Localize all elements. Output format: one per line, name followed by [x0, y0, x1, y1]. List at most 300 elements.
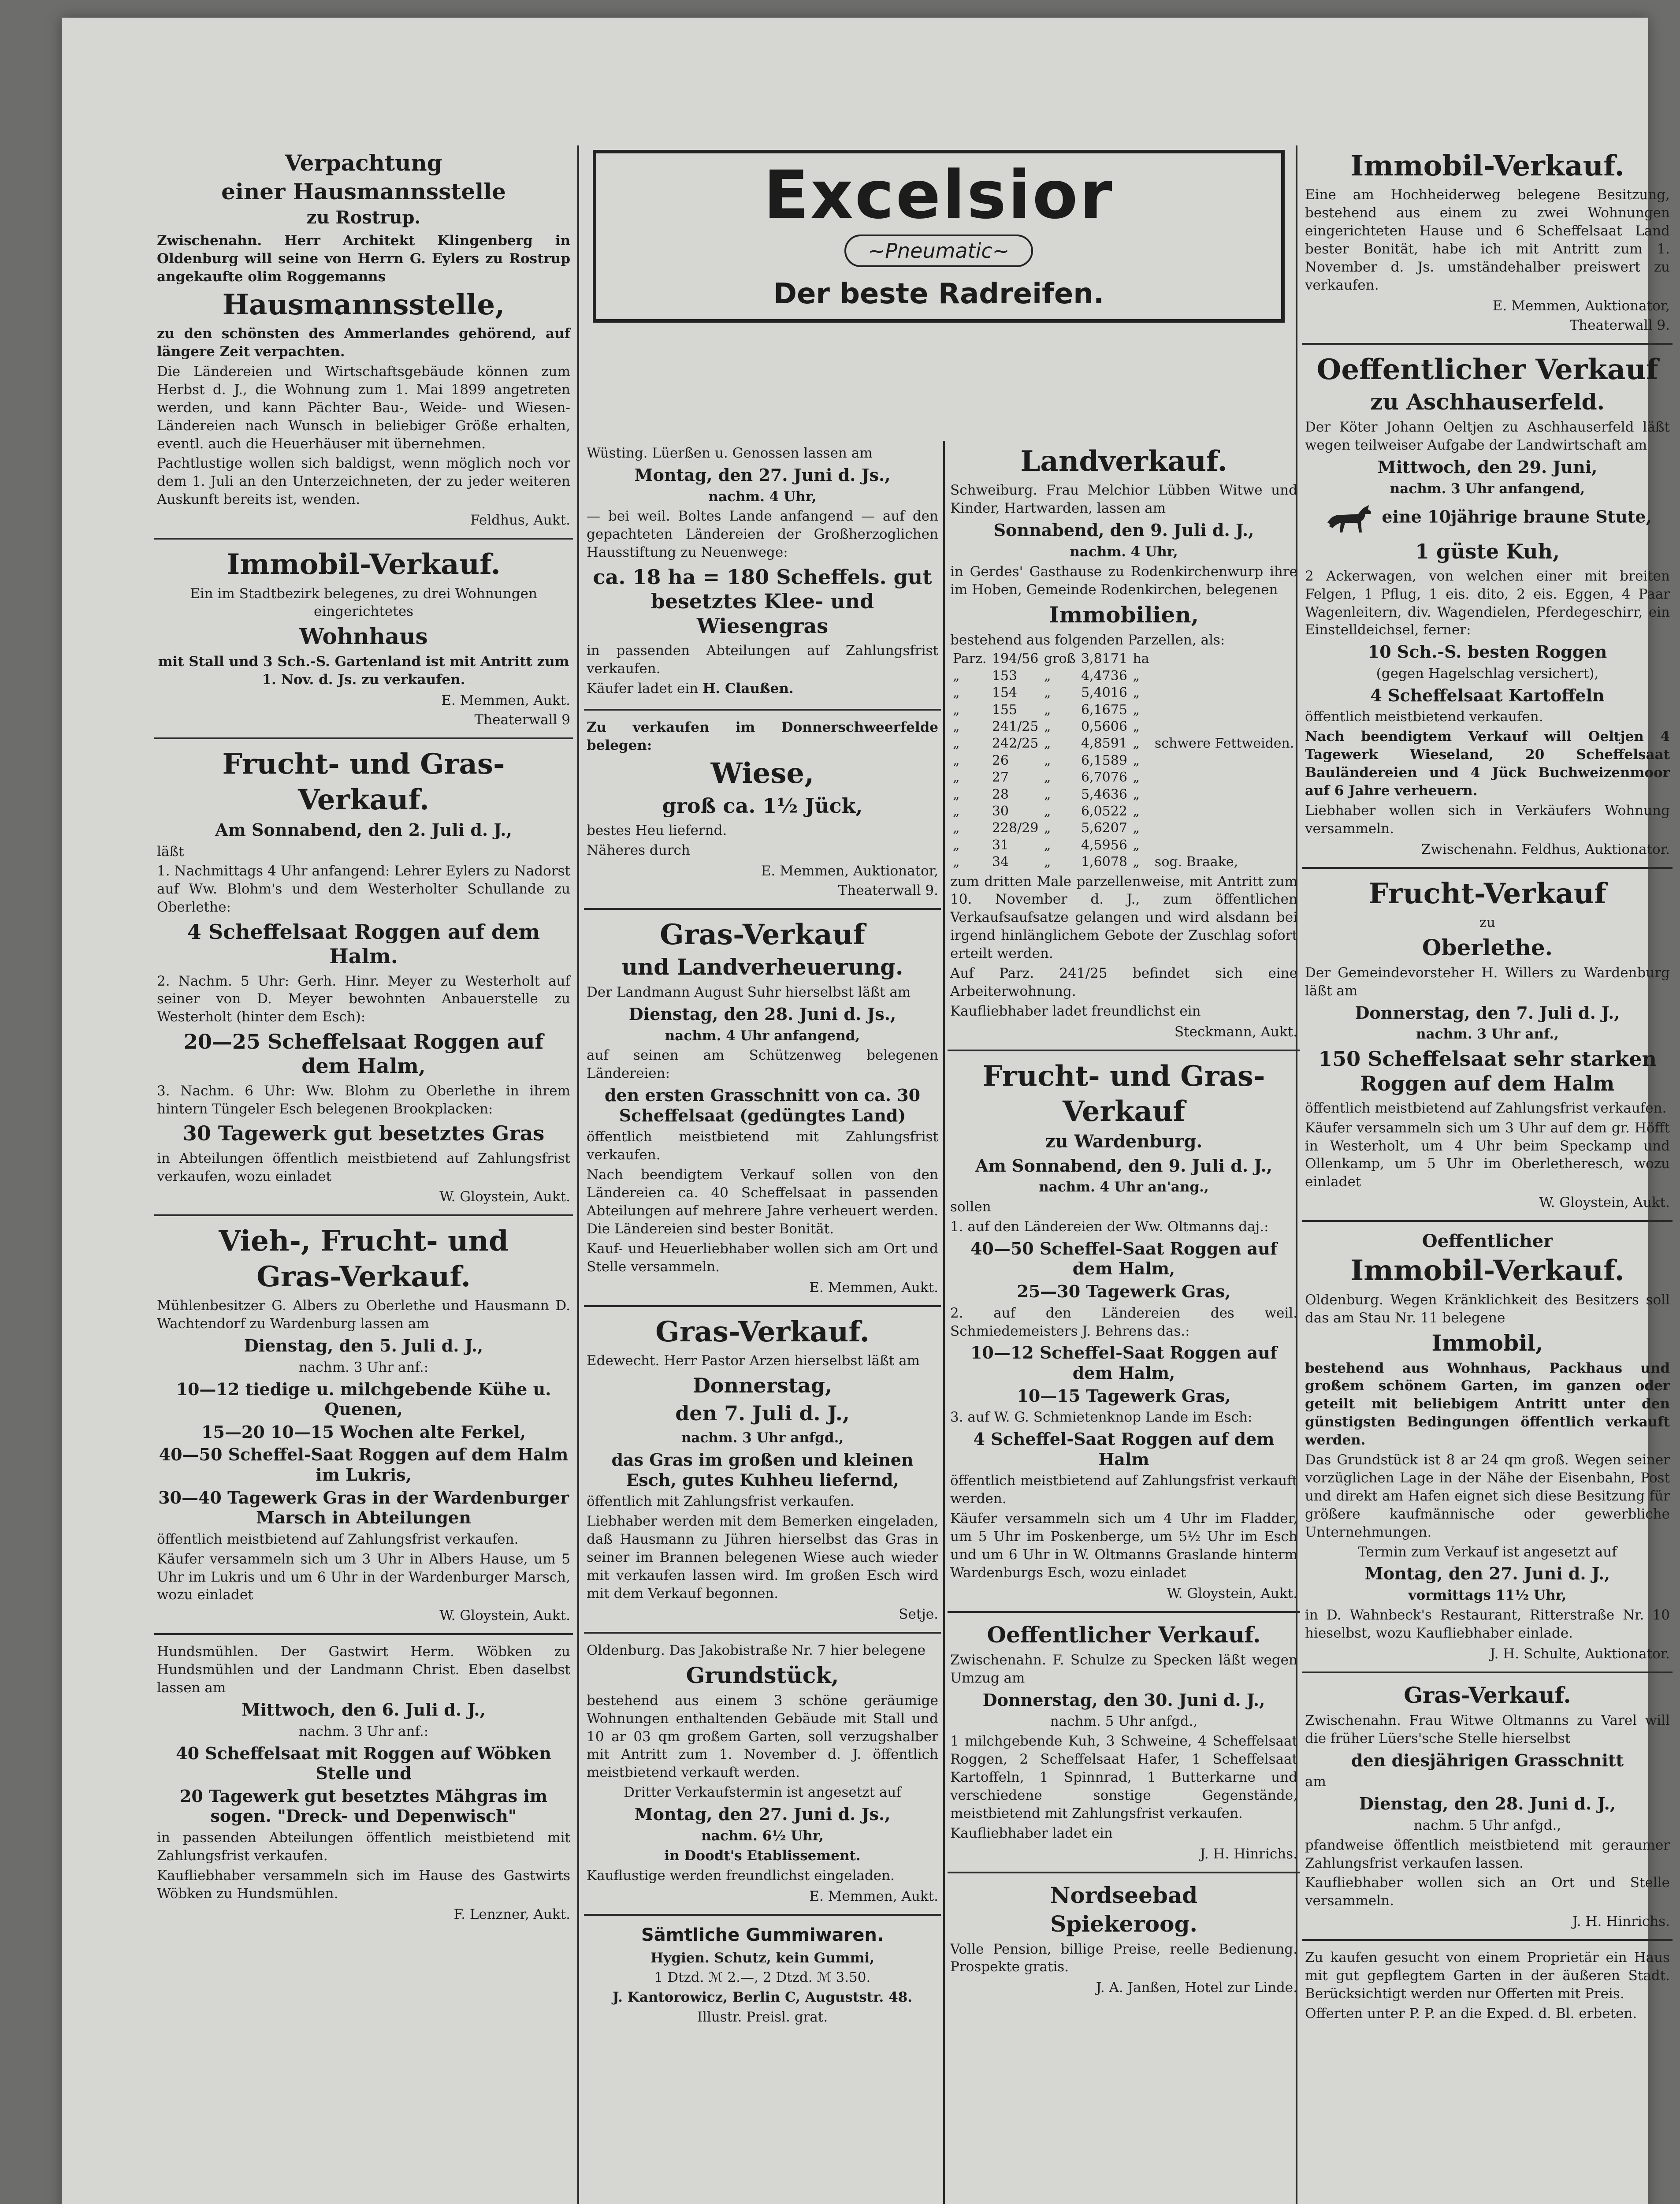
ad-date: Montag, den 27. Juni d. J.,	[1364, 1564, 1610, 1584]
ad-text: Käufer versammeln sich um 3 Uhr in Albers Hause, um 5 Uhr im Lukris und um 6 Uhr in der Wardenburger Marsch, wozu einladet	[157, 1551, 570, 1603]
ad-date: Donnerstag, den 30. Juni d. J.,	[982, 1690, 1265, 1710]
parcel-cell: „	[1044, 786, 1051, 802]
parcel-cell: „	[1133, 668, 1140, 684]
ad-date: Montag, den 27. Juni d. Js.,	[634, 465, 891, 485]
parcel-cell: 4,8591	[1081, 736, 1127, 752]
ad-text: Mühlenbesitzer G. Albers zu Oberlethe und Hausmann D. Wachtendorf zu Wardenburg lassen am	[157, 1298, 570, 1332]
ad-signature: J. H. Hinrichs.	[1572, 1914, 1670, 1930]
ad-frucht-gras-wardenburg	[948, 1051, 1300, 1613]
parcel-cell: 6,0522	[1081, 803, 1127, 819]
parcel-row	[950, 735, 1297, 752]
excelsior-banner: ~Pneumatic~	[844, 235, 1033, 267]
ad-item: 10—12 tiedige u. milchgebende Kühe u. Quenen,	[176, 1379, 551, 1419]
ad-wusting	[584, 436, 941, 711]
ad-text: Das Grundstück ist 8 ar 24 qm groß. Wegen seiner vorzüglichen Lage in der Nähe der Eisenbahn, Post und direkt am Hafen eignet sich diese Besitzung für größere kaufmännische oder gewerbliche Unternehmungen.	[1305, 1452, 1670, 1540]
ad-item: 1 güste Kuh,	[1415, 539, 1560, 563]
ad-subtitle: Oberlethe.	[1422, 934, 1553, 961]
ad-text: Die Ländereien und Wirtschaftsgebäude können zum Herbst d. J., die Wohnung zum 1. Mai 1899 angetreten werden, und kann Pächter Bau-, Weide- und Wiesen-Ländereien nach Wunsch in beliebiger Größe erhalten, eventl. auch die Heuerhäuser mit übernehmen.	[157, 363, 570, 452]
parcel-row	[950, 752, 1297, 769]
parcel-row	[950, 668, 1297, 685]
parcel-cell: 30	[992, 803, 1009, 819]
ad-title: Nordseebad	[1050, 1882, 1198, 1908]
ad-signature: W. Gloystein, Aukt.	[1539, 1195, 1670, 1211]
ad-text: Kaufliebhaber ladet freundlichst ein	[950, 1003, 1201, 1019]
parcel-cell: „	[1133, 685, 1140, 701]
parcel-row	[950, 685, 1297, 701]
parcel-cell: „	[1133, 736, 1140, 752]
column-4	[1302, 141, 1673, 2204]
ad-text: in Abteilungen öffentlich meistbietend auf Zahlungsfrist verkaufen, wozu einladet	[157, 1150, 570, 1184]
ad-text: bestehend aus Wohnhaus, Packhaus und großem schönem Garten, im ganzen oder geteilt mit beliebigem Antritt unter den günstigsten Bedingungen öffentlich verkauft werden.	[1305, 1360, 1670, 1448]
ad-item: 40 Scheffelsaat mit Roggen auf Wöbken Stelle und	[176, 1743, 551, 1783]
ad-signature: F. Lenzner, Aukt.	[453, 1906, 570, 1922]
ad-signature: Theaterwall 9	[474, 712, 570, 728]
ad-text: 3. Nachm. 6 Uhr: Ww. Blohm zu Oberlethe in ihrem hintern Tüngeler Esch belegenen Brookplacken:	[157, 1083, 570, 1117]
parcel-cell: „	[953, 668, 960, 684]
ad-date: Dienstag, den 28. Juni d. J.,	[1359, 1794, 1616, 1814]
ad-item: 30—40 Tagewerk Gras in der Wardenburger Marsch in Abteilungen	[158, 1487, 569, 1528]
ad-title: einer Hausmannsstelle	[221, 179, 506, 205]
parcel-cell: 1,6078	[1081, 854, 1127, 870]
ad-item: den diesjährigen Grasschnitt	[1351, 1750, 1624, 1770]
ad-time: nachm. 3 Uhr anfgd.,	[681, 1430, 844, 1446]
ad-place: in Doodt's Etablissement.	[664, 1847, 861, 1864]
parcel-cell: „	[953, 803, 960, 819]
ad-text: zu	[1479, 915, 1496, 931]
ad-text: zu den schönsten des Ammerlandes gehörend, auf längere Zeit verpachten.	[157, 326, 570, 360]
parcel-cell	[1152, 786, 1297, 803]
ad-text: Nach beendigtem Verkauf sollen von den Ländereien ca. 40 Scheffelsaat in passenden Abteilungen auf mehrere Jahre verheuert werden. Die Ländereien sind bester Bonität.	[587, 1167, 938, 1237]
ad-time: nachm. 3 Uhr anf.,	[1416, 1026, 1559, 1042]
parcel-cell: „	[1044, 803, 1051, 819]
ad-title: Landverkauf.	[1020, 445, 1227, 478]
ad-gras-verkauf-1	[584, 910, 941, 1307]
ad-text: Zu verkaufen im Donnerschweerfelde belegen:	[587, 719, 938, 754]
ad-time: nachm. 4 Uhr an'ang.,	[1039, 1179, 1209, 1195]
ad-headline: Wohnhaus	[299, 623, 428, 650]
ad-text: 1 milchgebende Kuh, 3 Schweine, 4 Scheffelsaat Roggen, 2 Scheffelsaat Hafer, 1 Scheffelsaat Kartoffeln, 1 Spinnrad, 1 Butterkarne und verschiedene sonstige Gegenstände, meistbietend mit Zahlungsfrist verkaufen.	[950, 1733, 1297, 1821]
ad-text: in passenden Abteilungen öffentlich meistbietend mit Zahlungsfrist verkaufen.	[157, 1829, 570, 1864]
ad-immobil-hochheiderweg	[1302, 141, 1673, 345]
parcel-cell: 6,7076	[1081, 770, 1127, 786]
parcel-header-row	[950, 651, 1297, 667]
ad-signature: J. H. Hinrichs.	[1200, 1846, 1297, 1862]
parcel-cell: 4,5956	[1081, 837, 1127, 853]
ad-title: Frucht-Verkauf	[1368, 877, 1606, 910]
ad-text: in D. Wahnbeck's Restaurant, Ritterstraße Nr. 10 hieselbst, wozu Kaufliebhaber einlade.	[1305, 1607, 1670, 1641]
parcel-cell	[1152, 820, 1297, 837]
parcel-cell: 28	[992, 786, 1009, 802]
ad-text: 3. auf W. G. Schmietenknop Lande im Esch:	[950, 1409, 1253, 1426]
parcel-cell: „	[953, 820, 960, 836]
ad-title: Oeffentlicher	[1422, 1231, 1553, 1252]
ad-text: Zwischenahn. Herr Architekt Klingenberg in Oldenburg will seine von Herrn G. Eylers zu Rostrup angekaufte olim Roggemanns	[157, 233, 570, 285]
ad-text: Kauf- und Heuerliebhaber wollen sich am Ort und Stelle versammeln.	[587, 1240, 938, 1275]
parcel-cell: 5,6207	[1081, 820, 1127, 836]
column-1	[154, 141, 573, 2204]
parcel-cell	[1152, 719, 1297, 735]
ad-text: 2 Ackerwagen, von welchen einer mit breiten Felgen, 1 Pflug, 1 eis. dito, 2 eis. Eggen, 4 Paar Wagenleitern, div. Wagendielen, Pferdegeschirr, ein Einstelldeichsel, ferner:	[1305, 568, 1670, 638]
ad-signature: Setje.	[899, 1606, 938, 1622]
ad-text: Volle Pension, billige Preise, reelle Bedienung. Prospekte gratis.	[950, 1941, 1297, 1975]
ad-item: 30 Tagewerk gut besetztes Gras	[182, 1121, 545, 1146]
ad-title: Frucht- und Gras-	[222, 748, 505, 781]
parcel-row	[950, 769, 1297, 786]
ad-frucht-oberlethe	[1302, 869, 1673, 1222]
ad-date: Donnerstag, den 7. Juli d. J.,	[1355, 1002, 1620, 1023]
ad-text: öffentlich meistbietend auf Zahlungsfrist verkaufen.	[1305, 1100, 1667, 1116]
ad-subtitle: zu Wardenburg.	[1045, 1131, 1203, 1152]
parcel-row	[950, 786, 1297, 803]
parcel-cell: „	[1044, 668, 1051, 684]
ad-text: J. Kantorowicz, Berlin C, Auguststr. 48.	[612, 1989, 913, 2006]
ad-immobil-stau	[1302, 1222, 1673, 1673]
ad-aschhauserfeld	[1302, 345, 1673, 869]
ad-item: das Gras im großen und kleinen Esch, gutes Kuhheu liefernd,	[611, 1450, 914, 1490]
ad-headline: Immobil,	[1431, 1329, 1543, 1356]
parcel-cell: „	[1044, 770, 1051, 786]
ad-time: nachm. 3 Uhr anfangend,	[1390, 480, 1585, 497]
ad-text: Der Gemeindevorsteher H. Willers zu Wardenburg läßt am	[1305, 965, 1670, 999]
ad-text: 1. Nachmittags 4 Uhr anfangend: Lehrer Eylers zu Nadorst auf Ww. Blohm's und dem Westerholter Schullande zu Oberlethe:	[157, 863, 570, 916]
parcel-cell: 6,1675	[1081, 702, 1127, 718]
ad-text: auf seinen am Schützenweg belegenen Ländereien:	[587, 1047, 938, 1082]
ad-date: Am Sonnabend, den 9. Juli d. J.,	[975, 1155, 1272, 1176]
ad-title: Sämtliche Gummiwaren.	[641, 1925, 884, 1945]
ad-title: Gras-Verkauf.	[1404, 1682, 1571, 1708]
ad-text: Zwischenahn. F. Schulze zu Specken läßt wegen Umzug am	[950, 1652, 1297, 1686]
parcel-cell	[1152, 685, 1297, 701]
ad-title: Verkauf	[1062, 1095, 1186, 1128]
parcel-table	[950, 651, 1297, 871]
ad-text: Schweiburg. Frau Melchior Lübben Witwe und Kinder, Hartwarden, lassen am	[950, 482, 1297, 517]
ad-signature: E. Memmen, Aukt.	[809, 1888, 938, 1904]
parcel-cell: 154	[992, 685, 1018, 701]
ad-title: Vieh-, Frucht- und	[219, 1225, 509, 1258]
parcel-cell: „	[1044, 854, 1051, 870]
ad-headline: Grundstück,	[686, 1662, 839, 1688]
ad-text: läßt	[157, 843, 184, 860]
ad-item: 4 Scheffel-Saat Roggen auf dem Halm	[973, 1429, 1275, 1469]
parcel-cell: 0,5606	[1081, 719, 1127, 734]
parcel-cell: „	[953, 685, 960, 701]
ad-text: öffentlich mit Zahlungsfrist verkaufen.	[587, 1493, 855, 1510]
ad-grundstuck	[584, 1634, 941, 1916]
ad-text: Termin zum Verkauf ist angesetzt auf	[1358, 1544, 1617, 1560]
parcel-cell: „	[953, 702, 960, 718]
parcel-cell: „	[1133, 820, 1140, 836]
column-2	[584, 436, 941, 2204]
ad-landverkauf	[948, 436, 1300, 1051]
ad-text: in Gerdes' Gasthause zu Rodenkirchenwurp ihre im Hoben, Gemeinde Rodenkirchen, belegenen	[950, 563, 1297, 598]
ad-time: nachm. 5 Uhr anfgd.,	[1050, 1713, 1198, 1730]
ad-text: Liebhaber wollen sich in Verkäufers Wohnung versammeln.	[1305, 802, 1670, 837]
parcel-cell: 4,4736	[1081, 668, 1127, 684]
parcel-cell: „	[1044, 820, 1051, 836]
ad-text: Käufer ladet ein	[587, 680, 699, 696]
excelsior-ad	[593, 150, 1285, 323]
ad-title: Spiekeroog.	[1050, 1910, 1197, 1937]
ad-text: Auf Parz. 241/25 befindet sich eine Arbeiterwohnung.	[950, 965, 1297, 999]
ad-text: Oldenburg. Wegen Kränklichkeit des Besitzers soll das am Stau Nr. 11 belegene	[1305, 1292, 1670, 1326]
parcel-cell: „	[1133, 702, 1140, 718]
ad-signature: E. Memmen, Auktionator,	[1492, 298, 1670, 314]
horse-icon	[1323, 501, 1376, 536]
ad-signature: Theaterwall 9.	[838, 882, 938, 898]
ad-text: 2. auf den Ländereien des weil. Schmiedemeisters J. Behrens das.:	[950, 1305, 1297, 1339]
ad-text: pfandweise öffentlich meistbietend mit geraumer Zahlungsfrist verkaufen lassen.	[1305, 1837, 1670, 1871]
ad-oeffentlicher-verkauf	[948, 1613, 1300, 1873]
ad-time: nachm. 6½ Uhr,	[701, 1828, 824, 1844]
ad-item: 150 Scheffelsaat sehr starken Roggen auf dem Halm	[1318, 1047, 1657, 1095]
ad-text: Liebhaber werden mit dem Bemerken eingeladen, daß Hausmann zu Jühren hierselbst das Gras in seiner im Brannen belegenen Wiese auch wieder mit verkaufen lassen wird. Im großen Esch wird mit dem Verkauf begonnen.	[587, 1513, 938, 1601]
ad-date: Dienstag, den 5. Juli d. J.,	[244, 1336, 483, 1356]
ad-hundsmuhlen	[154, 1635, 573, 1932]
ad-text: öffentlich meistbietend auf Zahlungsfrist verkaufen.	[157, 1531, 519, 1547]
ad-time: vormittags 11½ Uhr,	[1408, 1587, 1567, 1604]
ad-item: 25—30 Tagewerk Gras,	[1017, 1281, 1231, 1302]
ad-signature: W. Gloystein, Aukt.	[439, 1608, 570, 1624]
ad-title: Oeffentlicher Verkauf.	[987, 1621, 1261, 1648]
ad-item-text: eine 10jährige braune Stute,	[1382, 506, 1652, 527]
parcel-cell: sog. Braake,	[1154, 854, 1238, 870]
ad-title: Frucht- und Gras-	[982, 1059, 1265, 1093]
ad-text: Kaufliebhaber ladet ein	[950, 1825, 1113, 1841]
parcel-cell: 34	[992, 854, 1009, 870]
ad-signature: Steckmann, Aukt.	[1174, 1024, 1297, 1040]
ad-date: Mittwoch, den 29. Juni,	[1377, 457, 1598, 477]
ad-item: ca. 18 ha = 180 Scheffels. gut besetztes Klee- und Wiesengras	[593, 565, 932, 638]
ad-time: nachm. 4 Uhr,	[708, 488, 817, 505]
ad-signature: J. A. Janßen, Hotel zur Linde.	[1096, 1980, 1297, 1996]
parcel-cell: „	[1044, 837, 1051, 853]
ad-signature: J. H. Schulte, Auktionator.	[1490, 1646, 1670, 1662]
parcel-cell: „	[953, 719, 960, 734]
ad-gummiwaren	[584, 1916, 941, 2038]
ad-title: Immobil-Verkauf.	[227, 548, 501, 581]
ad-title: Gras-Verkauf.	[655, 1315, 870, 1348]
ad-text: Käufer versammeln sich um 3 Uhr auf dem gr. Höfft in Westerholt, um 4 Uhr beim Speckamp und Ollenkamp, um 5 Uhr im Oberletheresch, wozu einladet	[1305, 1120, 1670, 1190]
ad-item: 10 Sch.-S. besten Roggen	[1368, 642, 1607, 662]
parcel-cell: „	[953, 736, 960, 752]
ad-signature: E. Memmen, Aukt.	[441, 692, 570, 709]
ad-text: Dritter Verkaufstermin ist angesetzt auf	[624, 1784, 901, 1801]
parcel-cell: „	[1133, 786, 1140, 802]
ad-immobil-verkauf	[154, 540, 573, 739]
parcel-cell: „	[1133, 719, 1140, 734]
ad-text: Edewecht. Herr Pastor Arzen hierselbst läßt am	[587, 1353, 920, 1369]
parcel-cell	[1152, 702, 1297, 719]
parcel-cell	[1152, 752, 1297, 769]
parcel-row	[950, 803, 1297, 820]
ad-text: — bei weil. Boltes Lande anfangend — auf den gepachteten Ländereien der Großherzoglichen Hausstiftung zu Neuenwege:	[587, 508, 938, 561]
ad-text: (gegen Hagelschlag versichert),	[1376, 665, 1599, 681]
ad-text: Hygien. Schutz, kein Gummi,	[650, 1950, 874, 1966]
ad-text: öffentlich meistbietend verkaufen.	[1305, 709, 1543, 725]
ad-text: 2. Nachm. 5 Uhr: Gerh. Hinr. Meyer zu Westerholt auf seiner von D. Meyer bewohnten Anbauerstelle zu Westerholt (hinter dem Esch):	[157, 973, 570, 1025]
ad-title: Oeffentlicher Verkauf	[1316, 353, 1658, 386]
parcel-cell: „	[1133, 752, 1140, 768]
ad-text: Eine am Hochheiderweg belegene Besitzung, bestehend aus einem zu zwei Wohnungen eingerichteten Hause und 6 Scheffelsaat Land bester Bonität, habe ich mit Antritt zum 1. November d. Js. umständehalber preiswert zu verkaufen.	[1305, 187, 1670, 293]
ad-wiese	[584, 711, 941, 909]
parcel-cell: ha	[1133, 651, 1149, 667]
ad-text: öffentlich meistbietend mit Zahlungsfrist verkaufen.	[587, 1129, 938, 1163]
parcel-cell	[1152, 651, 1297, 667]
parcel-cell	[1152, 668, 1297, 685]
ad-title: Gras-Verkauf	[660, 918, 865, 951]
ad-text: Kaufliebhaber versammeln sich im Hause des Gastwirts Wöbken zu Hundsmühlen.	[157, 1867, 570, 1902]
ad-gras-zwischenahn	[1302, 1673, 1673, 1941]
ad-text: bestes Heu liefernd.	[587, 822, 727, 838]
ad-text: Oldenburg. Das Jakobistraße Nr. 7 hier belegene	[587, 1642, 926, 1658]
parcel-cell: „	[1133, 854, 1140, 870]
parcel-cell: 153	[992, 668, 1018, 684]
parcel-cell: „	[953, 770, 960, 786]
ad-item: 4 Scheffelsaat Roggen auf dem Halm.	[187, 920, 540, 968]
newspaper-page	[62, 18, 1670, 2204]
parcel-row	[950, 702, 1297, 719]
parcel-row	[950, 820, 1297, 837]
parcel-cell: groß	[1044, 651, 1076, 667]
ad-zu-kaufen-gesucht	[1302, 1941, 1673, 2034]
parcel-cell: „	[953, 786, 960, 802]
ad-time: nachm. 4 Uhr,	[1070, 544, 1178, 560]
ad-time: nachm. 5 Uhr anfgd.,	[1413, 1817, 1561, 1833]
ad-item: 15—20 10—15 Wochen alte Ferkel,	[201, 1422, 526, 1442]
ad-text: 1 Dtzd. ℳ 2.—, 2 Dtzd. ℳ 3.50.	[654, 1969, 871, 1986]
parcel-cell: „	[953, 854, 960, 870]
ad-date: Mittwoch, den 6. Juli d. J.,	[242, 1700, 486, 1720]
ad-item: groß ca. 1½ Jück,	[662, 793, 863, 818]
ad-text: Offerten unter P. P. an die Exped. d. Bl. erbeten.	[1305, 2005, 1637, 2022]
parcel-cell: 241/25	[992, 719, 1039, 734]
parcel-cell: 26	[992, 752, 1009, 768]
ad-date: Dienstag, den 28. Juni d. Js.,	[628, 1004, 896, 1024]
column-rule	[943, 441, 945, 2204]
ad-item: 10—12 Scheffel-Saat Roggen auf dem Halm,	[970, 1343, 1278, 1383]
excelsior-logo: Excelsior	[763, 157, 1114, 234]
parcel-cell: „	[953, 752, 960, 768]
parcel-cell: „	[1044, 736, 1051, 752]
ad-date: Sonnabend, den 9. Juli d. J.,	[993, 520, 1254, 540]
parcel-cell	[1152, 837, 1297, 854]
ad-signature: E. Memmen, Aukt.	[809, 1279, 938, 1296]
ad-text: 1. auf den Ländereien der Ww. Oltmanns daj.:	[950, 1218, 1269, 1235]
ad-text: bestehend aus einem 3 schöne geräumige Wohnungen enthaltenden Gebäude mit Stall und 10 ar 03 qm großem Garten, soll verzugshalber mit Antritt zum 1. November d. J. öffentlich meistbietend verkauft werden.	[587, 1692, 938, 1781]
ad-time: nachm. 3 Uhr anf.:	[298, 1723, 429, 1739]
parcel-row	[950, 854, 1297, 871]
parcel-cell: „	[1133, 770, 1140, 786]
ad-item: 40—50 Scheffel-Saat Roggen auf dem Halm,	[970, 1238, 1278, 1279]
ad-item: 10—15 Tagewerk Gras,	[1017, 1385, 1231, 1406]
ad-item: 4 Scheffelsaat Kartoffeln	[1370, 685, 1605, 705]
column-3	[948, 436, 1300, 2204]
ad-date: Donnerstag,	[692, 1373, 833, 1397]
ad-text: Kaufliebhaber wollen sich an Ort und Stelle versammeln.	[1305, 1875, 1670, 1909]
ad-text: sollen	[950, 1199, 991, 1215]
parcel-cell: 242/25	[992, 736, 1039, 752]
ad-text: Zwischenahn. Frau Witwe Oltmanns zu Varel will die früher Lüers'sche Stelle hierselbst	[1305, 1712, 1670, 1746]
ad-title: Verkauf.	[297, 783, 430, 816]
ad-text: Käufer versammeln sich um 4 Uhr im Fladder, um 5 Uhr im Poskenberge, um 5½ Uhr im Esch und um 6 Uhr in W. Oltmanns Graslande hinterm Wardenburgs Esch, wozu einladet	[950, 1511, 1297, 1581]
parcel-cell: „	[1133, 803, 1140, 819]
parcel-cell: 6,1589	[1081, 752, 1127, 768]
ad-title: Gras-Verkauf.	[256, 1260, 471, 1293]
ad-item: 20—25 Scheffelsaat Roggen auf dem Halm,	[183, 1030, 544, 1078]
ad-verpachtung	[154, 141, 573, 540]
ad-text: Wüsting. Lüerßen u. Genossen lassen am	[587, 445, 873, 461]
excelsior-tagline: Der beste Radreifen.	[773, 278, 1104, 310]
ad-item: den ersten Grasschnitt von ca. 30 Scheffelsaat (gedüngtes Land)	[604, 1085, 921, 1125]
ad-time: nachm. 4 Uhr anfangend,	[665, 1028, 860, 1044]
ad-title: Verpachtung	[285, 150, 442, 176]
parcel-cell: 5,4636	[1081, 786, 1127, 802]
parcel-cell: „	[1044, 719, 1051, 734]
ad-text: in passenden Abteilungen auf Zahlungsfrist verkaufen.	[587, 642, 938, 677]
ad-text: Nach beendigtem Verkauf will Oeltjen 4 Tagewerk Wieseland, 20 Scheffelsaat Bauländereien und 4 Jück Buchweizenmoor auf 6 Jahre verheuern.	[1305, 729, 1670, 799]
parcel-cell: „	[1044, 752, 1051, 768]
parcel-cell: 3,8171	[1081, 651, 1127, 667]
ad-text: Der Köter Johann Oeltjen zu Aschhauserfeld läßt wegen teilweiser Aufgabe der Landwirtschaft am	[1305, 419, 1670, 454]
ad-headline: Wiese,	[710, 757, 814, 790]
parcel-cell: schwere Fettweiden.	[1154, 736, 1294, 752]
parcel-row	[950, 837, 1297, 854]
ad-item: 40—50 Scheffel-Saat Roggen auf dem Halm im Lukris,	[159, 1445, 569, 1485]
ad-date: Montag, den 27. Juni d. Js.,	[634, 1804, 891, 1824]
ad-signature: H. Claußen.	[702, 680, 794, 696]
ad-time: nachm. 3 Uhr anf.:	[298, 1359, 429, 1375]
ad-signature: E. Memmen, Auktionator,	[761, 863, 938, 879]
ad-signature: W. Gloystein, Aukt.	[1167, 1585, 1297, 1601]
ad-subtitle: zu Rostrup.	[306, 207, 421, 228]
ad-text: am	[1305, 1774, 1326, 1790]
ad-text: Pachtlustige wollen sich baldigst, wenn möglich noch vor dem 1. Juli an den Unterzeichneten, der zu jeder weiteren Auskunft bereits ist, wenden.	[157, 455, 570, 508]
ad-date: den 7. Juli d. J.,	[675, 1401, 850, 1426]
ad-gras-verkauf-2	[584, 1307, 941, 1634]
ad-signature: Feldhus, Aukt.	[470, 512, 570, 529]
ad-headline: Immobilien,	[1048, 601, 1199, 628]
parcel-cell	[1152, 803, 1297, 820]
ad-title: Immobil-Verkauf.	[1350, 1254, 1624, 1288]
ad-text: Hundsmühlen. Der Gastwirt Herm. Wöbken zu Hundsmühlen und der Landmann Christ. Eben daselbst lassen am	[157, 1644, 570, 1696]
excelsior-ad-area	[584, 145, 1293, 428]
ad-text: Der Landmann August Suhr hierselbst läßt am	[587, 984, 911, 1000]
parcel-cell: 5,4016	[1081, 685, 1127, 701]
parcel-cell: 31	[992, 837, 1009, 853]
ad-vieh-verkauf	[154, 1216, 573, 1635]
parcel-cell: 27	[992, 770, 1009, 786]
parcel-cell: 194/56	[992, 651, 1039, 667]
ad-text: öffentlich meistbietend auf Zahlungsfrist verkauft werden.	[950, 1473, 1297, 1507]
parcel-cell: „	[1044, 702, 1051, 718]
ad-text: zum dritten Male parzellenweise, mit Antritt zum 10. November d. J., zum öffentlichen Verkaufsaufsatze gelangen und wird alsdann bei irgend hinlänglichem Gebote der Zuschlag sofort erteilt werden.	[950, 873, 1297, 962]
ad-subtitle: zu Aschhauserfeld.	[1370, 389, 1605, 415]
ad-text: Zu kaufen gesucht von einem Proprietär ein Haus mit gut gepflegtem Garten in der äußeren Stadt. Berücksichtigt werden nur Offerten mit Preis.	[1305, 1950, 1670, 2002]
parcel-cell	[1152, 769, 1297, 786]
ad-title: und Landverheuerung.	[621, 954, 903, 980]
ad-signature: Zwischenahn. Feldhus, Auktionator.	[1421, 841, 1670, 857]
ad-headline: Hausmannsstelle,	[222, 288, 505, 321]
parcel-row	[950, 719, 1297, 735]
ad-text: mit Stall und 3 Sch.-S. Gartenland ist mit Antritt zum 1. Nov. d. Js. zu verkaufen.	[158, 654, 569, 688]
ad-text: Näheres durch	[587, 842, 690, 858]
ad-text: Ein im Stadtbezirk belegenes, zu drei Wohnungen eingerichtetes	[190, 585, 537, 620]
parcel-cell: 155	[992, 702, 1018, 718]
ad-signature: Theaterwall 9.	[1569, 317, 1670, 333]
ad-nordseebad	[948, 1873, 1300, 2006]
ad-date: Am Sonnabend, den 2. Juli d. J.,	[215, 819, 512, 840]
parcel-cell: „	[953, 837, 960, 853]
